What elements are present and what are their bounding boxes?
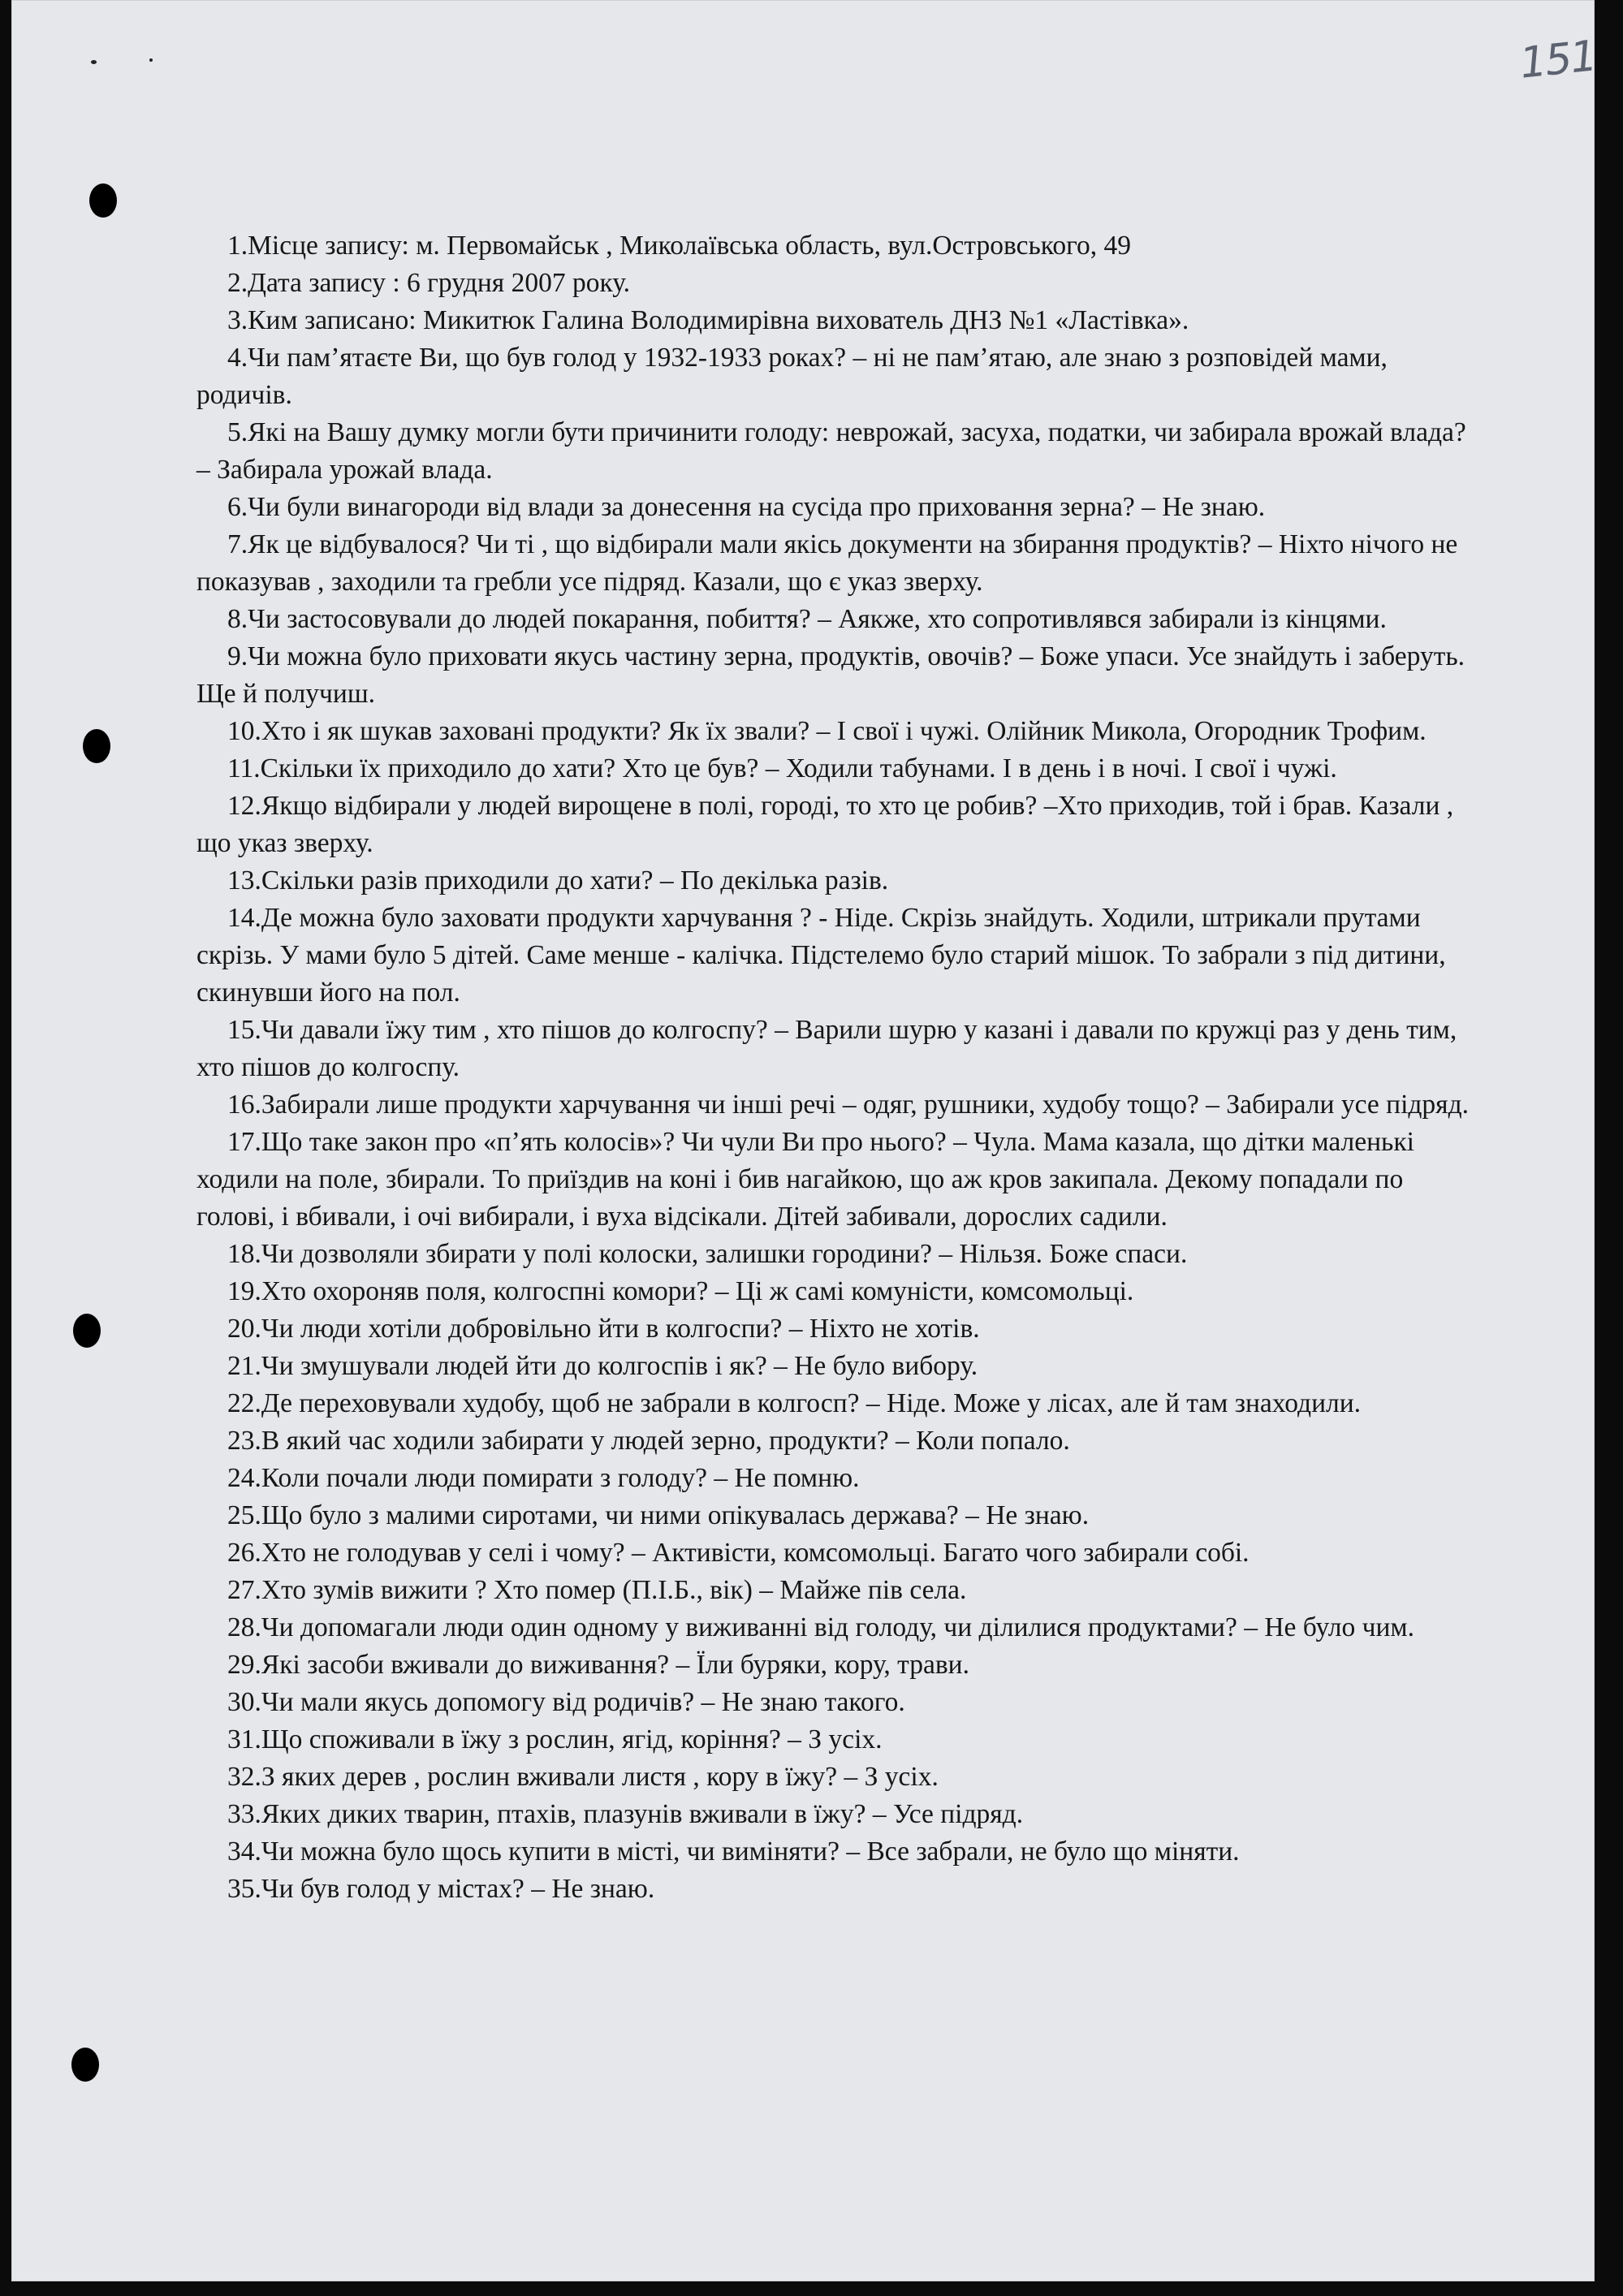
question-item: 20.Чи люди хотіли добровільно йти в колгоспи? – Ніхто не хотів. (227, 1314, 980, 1344)
dust-speck (91, 60, 97, 64)
interview-questionnaire (196, 227, 1479, 1908)
question-item: 18.Чи дозволяли збирати у полі колоски, залишки городини? – Нільзя. Боже спаси. (227, 1239, 1188, 1269)
question-item: 35.Чи був голод у містах? – Не знаю. (227, 1874, 655, 1904)
question-item: 32.З яких дерев , рослин вживали листя , кору в їжу? – З усіх. (227, 1762, 939, 1792)
question-item: 8.Чи застосовували до людей покарання, побиття? – Аякже, хто сопротивлявся забирали із кінцями. (227, 604, 1387, 634)
question-item: 25.Що було з малими сиротами, чи ними опікувалась держава? – Не знаю. (227, 1500, 1090, 1530)
handwritten-page-number: 151 (1517, 32, 1599, 88)
question-item: 6.Чи були винагороди від влади за донесення на сусіда про приховання зерна? – Не знаю. (227, 492, 1266, 522)
question-item: 33.Яких диких тварин, птахів, плазунів вживали в їжу? – Усе підряд. (227, 1799, 1024, 1829)
question-item: 27.Хто зумів вижити ? Хто помер (П.І.Б., вік) – Майже пів села. (227, 1575, 967, 1605)
question-item: 3.Ким записано: Микитюк Галина Володимирівна вихователь ДНЗ №1 «Ластівка». (227, 305, 1189, 335)
question-item: 17.Що таке закон про «п’ять колосів»? Чи чули Ви про нього? – Чула. Мама казала, що дітки маленькі ходили на поле, збирали. То приїздив на коні і бив нагайкою, що аж кров закипала. Декому попадали по голові, і вбивали, і очі вибирали, і вуха відсікали. Дітей забивали, дорослих садили. (196, 1127, 1414, 1232)
document-page (11, 0, 1599, 2281)
question-item: 30.Чи мали якусь допомогу від родичів? – Не знаю такого. (227, 1687, 905, 1717)
question-item: 21.Чи змушували людей йти до колгоспів і як? – Не було вибору. (227, 1351, 978, 1381)
question-item: 1.Місце запису: м. Первомайськ , Миколаївська область, вул.Островського, 49 (227, 231, 1131, 261)
punch-hole (71, 2048, 99, 2082)
question-item: 26.Хто не голодував у селі і чому? – Активісти, комсомольці. Багато чого забирали собі. (227, 1538, 1250, 1568)
question-item: 10.Хто і як шукав заховані продукти? Як їх звали? – І свої і чужі. Олійник Микола, Огородник Трофим. (227, 716, 1427, 746)
punch-hole (89, 183, 117, 218)
question-item: 24.Коли почали люди помирати з голоду? – Не помню. (227, 1463, 860, 1493)
question-item: 12.Якщо відбирали у людей вирощене в полі, городі, то хто це робив? –Хто приходив, той і брав. Казали , що указ зверху. (196, 791, 1454, 858)
question-item: 28.Чи допомагали люди один одному у виживанні від голоду, чи ділилися продуктами? – Не було чим. (227, 1612, 1414, 1642)
question-item: 9.Чи можна було приховати якусь частину зерна, продуктів, овочів? – Боже упаси. Усе знайдуть і заберуть. Ще й получиш. (196, 641, 1465, 709)
question-item: 29.Які засоби вживали до виживання? – Їли буряки, кору, трави. (227, 1650, 969, 1680)
question-item: 34.Чи можна було щось купити в місті, чи виміняти? – Все забрали, не було що міняти. (227, 1836, 1240, 1867)
question-item: 5.Які на Вашу думку могли бути причинити голоду: неврожай, засуха, податки, чи забирала врожай влада? – Забирала урожай влада. (196, 417, 1466, 485)
question-item: 7.Як це відбувалося? Чи ті , що відбирали мали якісь документи на збирання продуктів? – Ніхто нічого не показував , заходили та гребли усе підряд. Казали, що є указ зверху. (196, 529, 1458, 597)
question-item: 14.Де можна було заховати продукти харчування ? - Ніде. Скрізь знайдуть. Ходили, штрикали прутами скрізь. У мами було 5 дітей. Саме менше - калічка. Підстелемо було старий мішок. То забрали з під дитини, скинувши його на пол. (196, 903, 1446, 1008)
dust-speck (149, 58, 153, 62)
question-item: 23.В який час ходили забирати у людей зерно, продукти? – Коли попало. (227, 1426, 1070, 1456)
punch-hole (73, 1314, 101, 1348)
question-item: 22.Де переховували худобу, щоб не забрали в колгосп? – Ніде. Може у лісах, але й там знаходили. (227, 1388, 1362, 1418)
question-item: 31.Що споживали в їжу з рослин, ягід, коріння? – З усіх. (227, 1724, 883, 1754)
question-item: 2.Дата запису : 6 грудня 2007 року. (227, 268, 631, 298)
question-item: 11.Скільки їх приходило до хати? Хто це був? – Ходили табунами. І в день і в ночі. І свої і чужі. (227, 753, 1337, 783)
question-item: 4.Чи пам’ятаєте Ви, що був голод у 1932-1933 роках? – ні не пам’ятаю, але знаю з розповідей мами, родичів. (196, 343, 1388, 410)
question-item: 16.Забирали лише продукти харчування чи інші речі – одяг, рушники, худобу тощо? – Забирали усе підряд. (227, 1090, 1469, 1120)
question-item: 15.Чи давали їжу тим , хто пішов до колгоспу? – Варили шурю у казані і давали по кружці раз у день тим, хто пішов до колгоспу. (196, 1015, 1457, 1082)
punch-hole (83, 729, 110, 763)
question-item: 13.Скільки разів приходили до хати? – По декілька разів. (227, 865, 889, 896)
question-item: 19.Хто охороняв поля, колгоспні комори? – Ці ж самі комуністи, комсомольці. (227, 1276, 1134, 1306)
